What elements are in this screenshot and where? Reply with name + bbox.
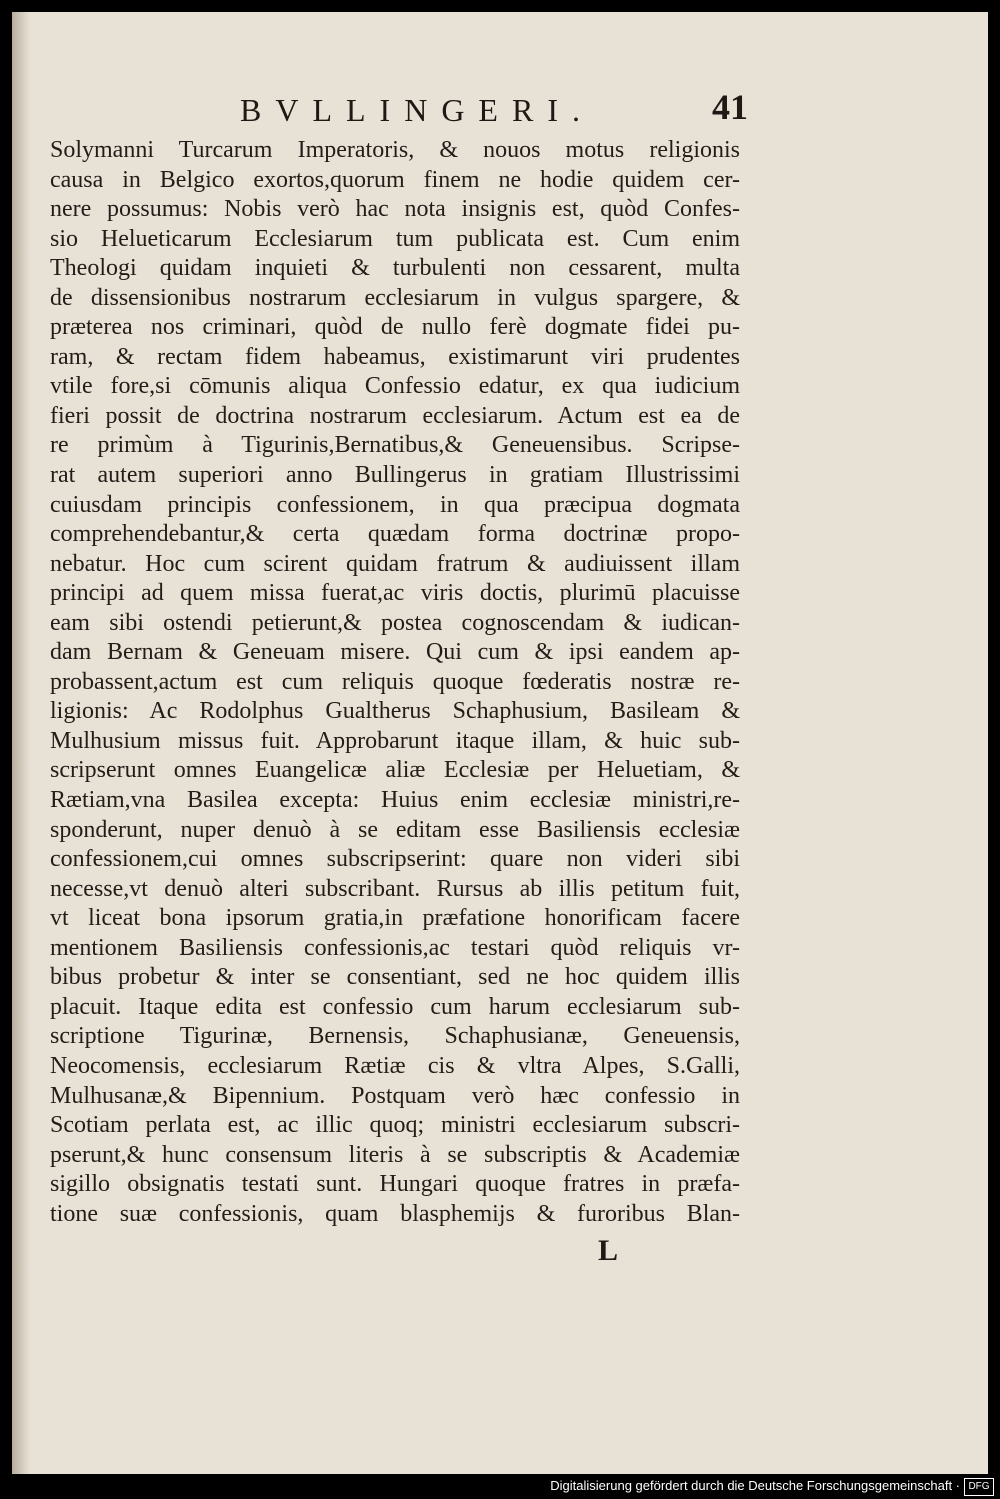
text-line: scriptione Tigurinæ, Bernensis, Schaphusianæ, Geneuensis, [50, 1023, 740, 1050]
text-line: mentionem Basiliensis confessionis,ac testari quòd reliquis vr- [50, 934, 740, 961]
text-line: scripserunt omnes Euangelicæ aliæ Ecclesiæ per Heluetiam, & [50, 757, 740, 784]
text-line: probassent,actum est cum reliquis quoque fœderatis nostræ re- [50, 668, 740, 695]
body-text [50, 136, 740, 1229]
text-line: rat autem superiori anno Bullingerus in gratiam Illustrissimi [50, 462, 740, 489]
page-gutter-shadow [12, 12, 30, 1474]
dfg-logo-icon: DFG [964, 1478, 994, 1496]
text-line: pserunt,& hunc consensum literis à se subscriptis & Academiæ [50, 1141, 740, 1168]
text-line: fieri possit de doctrina nostrarum ecclesiarum. Actum est ea de [50, 402, 740, 429]
text-line: Scotiam perlata est, ac illic quoq; ministri ecclesiarum subscri- [50, 1112, 740, 1139]
text-line: ligionis: Ac Rodolphus Gualtherus Schaphusium, Basileam & [50, 698, 740, 725]
text-line: Rætiam,vna Basilea excepta: Huius enim ecclesiæ ministri,re- [50, 787, 740, 814]
running-head: BVLLINGERI. [240, 92, 594, 128]
text-line: necesse,vt denuò alteri subscribant. Rursus ab illis petitum fuit, [50, 875, 740, 902]
text-line: ram, & rectam fidem habeamus, existimarunt viri prudentes [50, 343, 740, 370]
text-line: vt liceat bona ipsorum gratia,in præfatione honorificam facere [50, 905, 740, 932]
text-line: Mulhusium missus fuit. Approbarunt itaque illam, & huic sub- [50, 727, 740, 754]
page-header [12, 86, 988, 136]
text-line: nebatur. Hoc cum scirent quidam fratrum & audiuissent illam [50, 550, 740, 577]
text-line: placuit. Itaque edita est confessio cum harum ecclesiarum sub- [50, 993, 740, 1020]
text-line: sio Helueticarum Ecclesiarum tum publicata est. Cum enim [50, 225, 740, 252]
text-line: causa in Belgico exortos,quorum finem ne hodie quidem cer- [50, 166, 740, 193]
text-line: comprehendebantur,& certa quædam forma doctrinæ propo- [50, 521, 740, 548]
footer-credit: Digitalisierung gefördert durch die Deutsche Forschungsgemeinschaft · [550, 1478, 960, 1493]
text-line: principi ad quem missa fuerat,ac viris doctis, plurimū placuisse [50, 580, 740, 607]
text-line: tione suæ confessionis, quam blasphemijs & furoribus Blan- [50, 1200, 740, 1227]
text-line: sigillo obsignatis testati sunt. Hungari quoque fratres in præfa- [50, 1171, 740, 1198]
text-line: præterea nos criminari, quòd de nullo ferè dogmate fidei pu- [50, 314, 740, 341]
text-line: nere possumus: Nobis verò hac nota insignis est, quòd Confes- [50, 196, 740, 223]
text-line: Theologi quidam inquieti & turbulenti non cessarent, multa [50, 255, 740, 282]
text-line: bibus probetur & inter se consentiant, sed ne hoc quidem illis [50, 964, 740, 991]
text-line: Neocomensis, ecclesiarum Rætiæ cis & vltra Alpes, S.Galli, [50, 1052, 740, 1079]
footer-bar [0, 1474, 1000, 1499]
text-line: vtile fore,si cōmunis aliqua Confessio edatur, ex qua iudicium [50, 373, 740, 400]
text-line: dam Bernam & Geneuam misere. Qui cum & ipsi eandem ap- [50, 639, 740, 666]
catchword: L [598, 1234, 619, 1267]
text-line: cuiusdam principis confessionem, in qua præcipua dogmata [50, 491, 740, 518]
text-line: Solymanni Turcarum Imperatoris, & nouos motus religionis [50, 137, 740, 163]
text-line: re primùm à Tigurinis,Bernatibus,& Geneuensibus. Scripse- [50, 432, 740, 459]
book-page [12, 12, 988, 1474]
text-line: Mulhusanæ,& Bipennium. Postquam verò hæc confessio in [50, 1082, 740, 1109]
page-number: 41 [712, 87, 748, 127]
text-line: confessionem,cui omnes subscripserint: quare non videri sibi [50, 846, 740, 873]
text-line: de dissensionibus nostrarum ecclesiarum in vulgus spargere, & [50, 284, 740, 311]
text-line: eam sibi ostendi petierunt,& postea cognoscendam & iudican- [50, 609, 740, 636]
text-line: sponderunt, nuper denuò à se editam esse Basiliensis ecclesiæ [50, 816, 740, 843]
